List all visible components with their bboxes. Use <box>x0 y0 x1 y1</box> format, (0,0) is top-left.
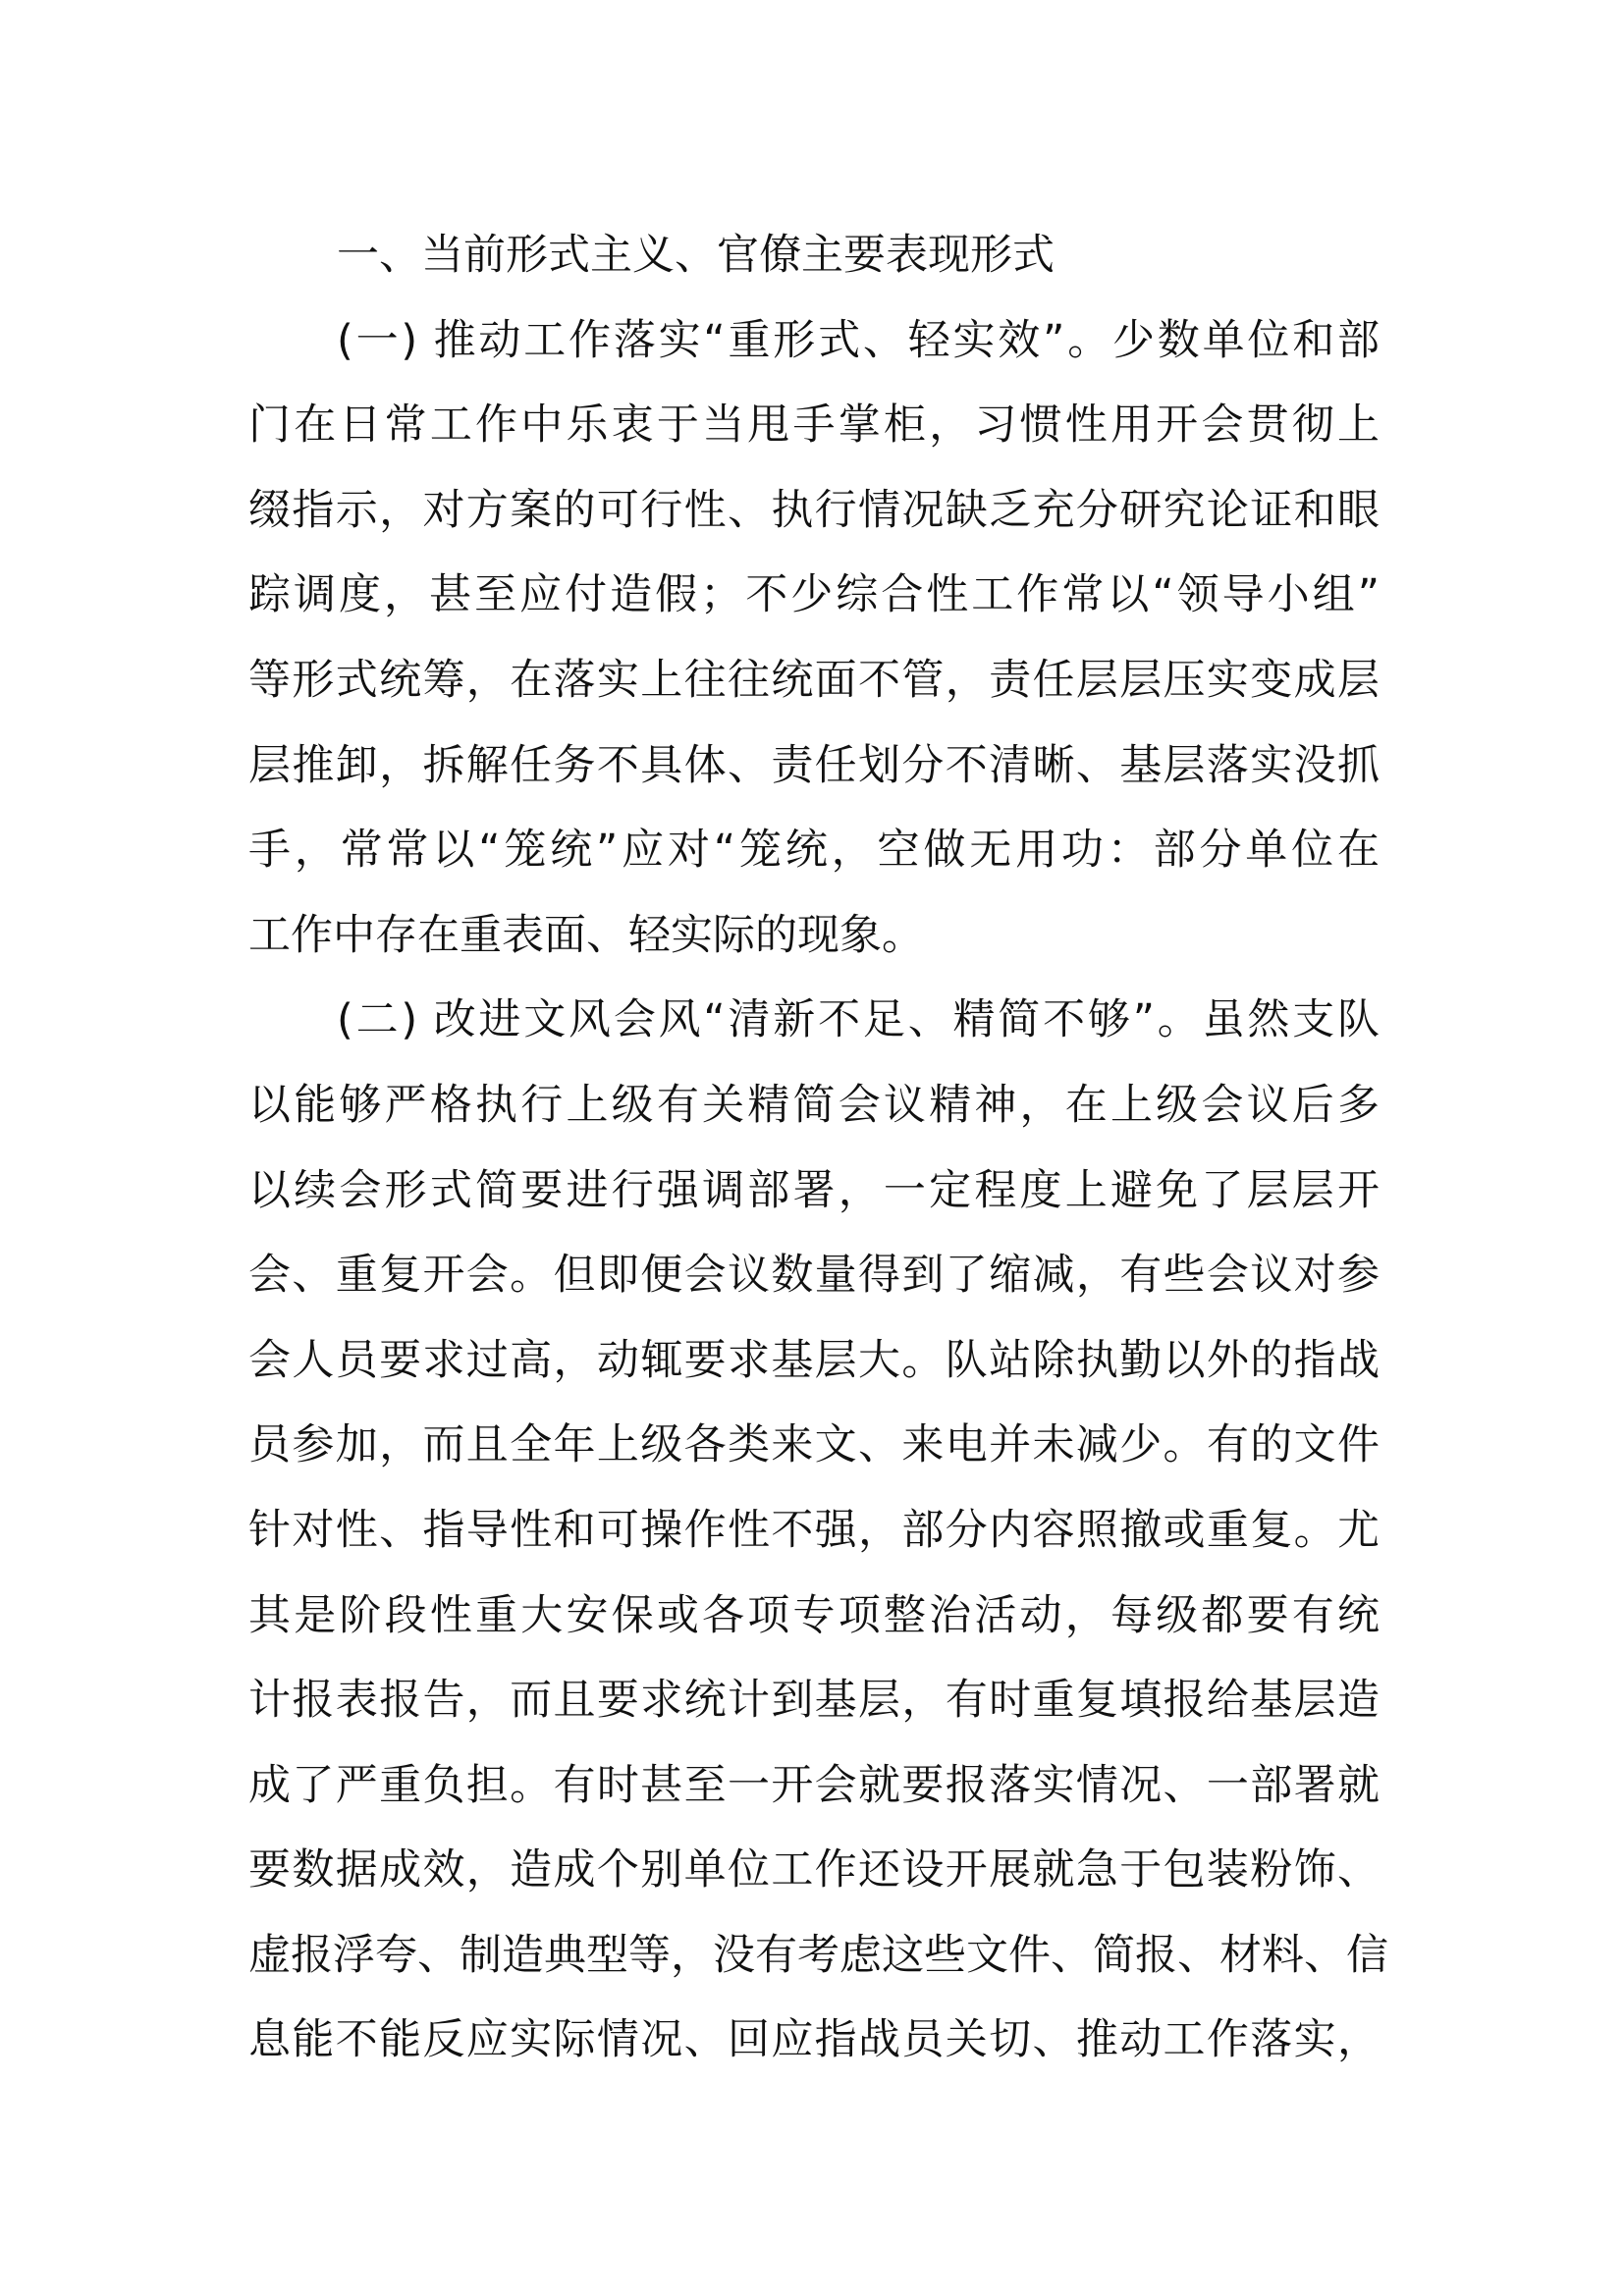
paragraph-line: 手，常常以“笼统”应对“笼统，空做无用功：部分单位在 <box>248 826 1380 876</box>
paragraph-line: 会、重复开会。但即便会议数量得到了缩减，有些会议对参 <box>248 1251 1380 1301</box>
section-heading: 一、当前形式主义、官僚主要表现形式 <box>337 231 1055 280</box>
paragraph-line: 息能不能反应实际情况、回应指战员关切、推动工作落实， <box>248 2015 1380 2065</box>
paragraph-line: 踪调度，甚至应付造假；不少综合性工作常以“领导小组” <box>248 570 1380 620</box>
paragraph-line: 计报表报告，而且要求统计到基层，有时重复填报给基层造 <box>248 1676 1380 1726</box>
document-page <box>248 213 1388 2083</box>
subsection-title-1: (一) 推动工作落实“重形式、轻实效”。少数单位和部 <box>337 315 1380 365</box>
paragraph-line: 缀指示，对方案的可行性、执行情况缺乏充分研究论证和眼 <box>248 485 1380 535</box>
paragraph-line: 门在日常工作中乐衷于当甩手掌柜，习惯性用开会贯彻上 <box>248 400 1380 451</box>
paragraph-line: 成了严重负担。有时甚至一开会就要报落实情况、一部署就 <box>248 1760 1380 1810</box>
paragraph-line: 等形式统筹，在落实上往往统面不管，责任层层压实变成层 <box>248 655 1380 705</box>
paragraph-line: 其是阶段性重大安保或各项专项整治活动，每级都要有统 <box>248 1590 1380 1640</box>
paragraph-line: 要数据成效，造成个别单位工作还设开展就急于包装粉饰、 <box>248 1845 1380 1896</box>
paragraph-line: 以续会形式简要进行强调部署，一定程度上避免了层层开 <box>248 1165 1380 1215</box>
paragraph-line: 以能够严格执行上级有关精简会议精神，在上级会议后多 <box>248 1080 1380 1130</box>
paragraph-line: 工作中存在重表面、轻实际的现象。 <box>248 910 924 960</box>
paragraph-line: 层推卸，拆解任务不具体、责任划分不清晰、基层落实没抓 <box>248 740 1380 790</box>
paragraph-line: 员参加，而且全年上级各类来文、来电并未减少。有的文件 <box>248 1420 1380 1470</box>
paragraph-line: 虚报浮夸、制造典型等，没有考虑这些文件、简报、材料、信 <box>248 1930 1388 1980</box>
paragraph-line: 会人员要求过高，动辄要求基层大。队站除执勤以外的指战 <box>248 1335 1380 1385</box>
paragraph-line: 针对性、指导性和可操作性不强，部分内容照撤或重复。尤 <box>248 1505 1380 1555</box>
subsection-title-2: (二) 改进文风会风“清新不足、精简不够”。虽然支队 <box>337 995 1380 1045</box>
